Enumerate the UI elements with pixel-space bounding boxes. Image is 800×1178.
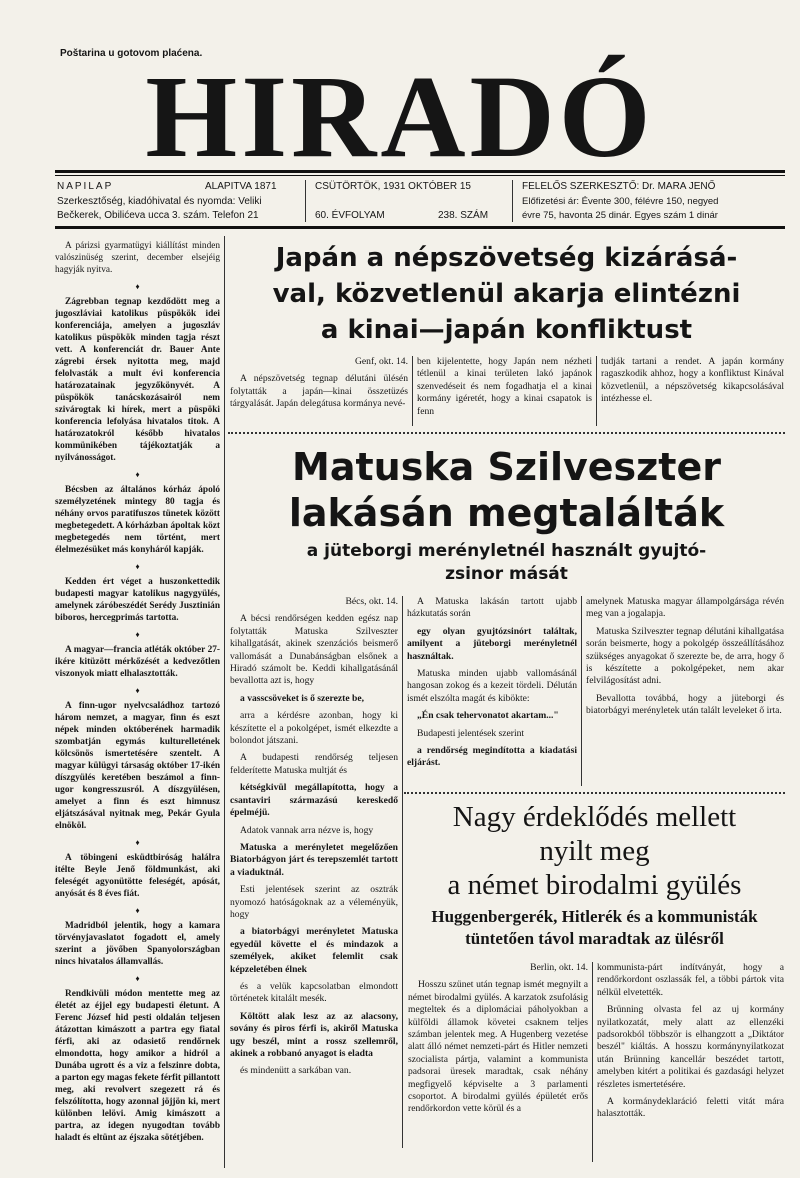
header-divider-1 bbox=[305, 180, 306, 222]
news-item: A töbingeni esküdtbiróság halálra itélte Beyle Jenő földmunkást, aki feleségét agyonütötte feleségét, apósát, anyósát és 8 éves fiát. bbox=[55, 853, 220, 899]
separator: ♦ bbox=[135, 282, 140, 291]
article2-text: Matuska Szilveszter tegnap délutáni kihallgatása során beismerte, hogy a pokolgép összeállításához szükséges anyagokat ő szerezte be, de arra, hogy ő is készítette a pokolgépeket, nem akar felvilágosítást adni. bbox=[586, 625, 784, 687]
postal-note: Poštarina u gotovom plaćena. bbox=[60, 48, 203, 59]
article1-col2 bbox=[417, 356, 592, 426]
article3-text: A kormánydeklaráció feletti vitát mára halasztották. bbox=[597, 1096, 784, 1120]
article1-text: tudják tartani a rendet. A japán kormány ragaszkodik ahhoz, hogy a konfliktust Kinával közvetlenül, a népszövetség kikapcsolásával intézhesse el. bbox=[601, 356, 784, 405]
header-issue: 238. SZÁM bbox=[438, 210, 489, 221]
article2-bottom-dots bbox=[404, 792, 785, 794]
news-item: Zágrebban tegnap kezdődött meg a jugoszláviai katolikus püspökök idei konferenciája, amelyen a jugoszláv katolikus püspökök minden tagja részt vett. A konferenciát dr. Bauer Ante zágrebi érsek nyitotta meg, majd felolvasták a mult évi konferencia határozatainak jegyzőkönyvét. A püspökök tanácskozásairól nem szivárogtak ki hírek, mert a püspöki konferencia lefolyása hivatalos titok. A határozatokról később hivatalos kommünikében tájékoztatják a nyilvánosságot. bbox=[55, 297, 220, 463]
header-bottom-rule bbox=[55, 226, 785, 229]
article3-text: Hosszu szünet után tegnap ismét megnyilt a német birodalmi gyülés. A karzatok zsufolásig megteltek és a diplomáciai páholyokban a külföldi államok követei csaknem teljes számban jelentek meg. A Hugenberg vezetése alatt álló német nemzeti-párt és Hitler nemzeti szocialista pártja, valamint a kommunista padsorai üresek maradtak, csak néhány megfigyelő képviselte a 3 parlamenti csoportot. A birodalmi gyülés épületét erős rendőrkordon vette körül és a bbox=[408, 979, 588, 1115]
separator: ♦ bbox=[135, 838, 140, 847]
article3-headline-line: nyilt meg bbox=[539, 835, 650, 867]
left-column-divider bbox=[224, 236, 225, 1168]
article2-text: arra a kérdésre azonban, hogy ki készítette el a pokolgépet, ismét elkezdte a bolondot játszani. bbox=[230, 710, 398, 747]
article2-text: amelynek Matuska magyar állampolgársága révén meg van a jogalapja. bbox=[586, 596, 784, 620]
article3-subheadline-line: Huggenbergerék, Hitlerék és a kommunisták bbox=[431, 907, 758, 926]
article3-text: kommunista-párt indítványát, hogy a rendőrkordont oszlassák fel, a többi pártok vita nélkül elvetették. bbox=[597, 962, 784, 998]
top-rule bbox=[55, 170, 785, 173]
article2-place: Bécs, okt. 14. bbox=[345, 596, 398, 607]
article1-text: ben kijelentette, hogy Japán nem nézheti tétlenül a kinai területen lakó japánok szenvedéseit és nem fogadhatja el a kinai kormány igéretét, hogy a kinai csapatok is fenn bbox=[417, 356, 592, 417]
article2-text: és mindenütt a sarkában van. bbox=[240, 1065, 352, 1077]
article3-col2 bbox=[597, 962, 784, 1162]
article2-emphasis: Költött alak lesz az az alacsony, sovány és piros férfi is, akiről Matuska ugy beszél, mint a rossz szellemről, akinek a robbanó anyagot is eladta bbox=[230, 1010, 398, 1059]
separator: ♦ bbox=[135, 630, 140, 639]
article3-headline-line: a német birodalmi gyülés bbox=[447, 869, 742, 901]
article1-headline-line: val, közvetlenül akarja elintézni bbox=[272, 279, 741, 309]
article2-subheadline bbox=[228, 540, 785, 586]
header-founded: ALAPITVA 1871 bbox=[205, 181, 277, 192]
separator: ♦ bbox=[135, 562, 140, 571]
article2-col1 bbox=[230, 596, 398, 1148]
article1-headline-line: a kinai—japán konfliktust bbox=[320, 315, 693, 345]
article2-text: Adatok vannak arra nézve is, hogy bbox=[240, 824, 374, 836]
article2-text: A bécsi rendőrségen kedden egész nap folytatták Matuska Szilveszter kihallgatását, akinek szenzációs beismerő vallomását a Dunabánságban elsőnek a Hiradó számolt be. Keddi kihallgatásánál bevallotta azt is, hogy bbox=[230, 613, 398, 687]
short-news-column bbox=[55, 240, 220, 1168]
article2-quote: „Én csak tehervonatot akartam..." bbox=[417, 710, 559, 722]
article3-text: Brünning olvasta fel az uj kormány nyilatkozatát, mely alatt az ellenzéki padsorokból többször is elhangzott a „Diktátor beszél" kiáltás. A hosszu kormánynyilatkozat után Brünning kancellár beszédet tartott, amelyben kitért a politikai és gazdasági helyzet részletes ismertetésére. bbox=[597, 1004, 784, 1090]
header-editor: FELELŐS SZERKESZTŐ: Dr. MARA JENŐ bbox=[522, 181, 716, 192]
news-item: Madridból jelentik, hogy a kamara törvényjavaslatot fogadott el, amely szerint a jövőben Spanyolországban nincs hivatalos államvallás. bbox=[55, 921, 220, 967]
article2-col3 bbox=[586, 596, 784, 786]
top-rule-thin bbox=[55, 175, 785, 176]
article1-headline-line: Japán a népszövetség kizárásá- bbox=[275, 243, 738, 273]
article2-text: és a velük kapcsolatban elmondott történetek kitalált mesék. bbox=[230, 980, 398, 1005]
article1-place: Genf, okt. 14. bbox=[354, 356, 408, 367]
header-subscription-1: Előfizetési ár: Évente 300, félévre 150, negyed bbox=[522, 196, 719, 207]
article1-headline bbox=[228, 240, 785, 348]
article2-divider-2 bbox=[581, 596, 582, 786]
article1-col1 bbox=[230, 356, 408, 426]
article1-text: A népszövetség tegnap délutáni ülésén folytatták a japán—kinai összetüzés tárgyalását. Japán delegátusa kormánya nevé- bbox=[230, 373, 408, 410]
separator: ♦ bbox=[135, 470, 140, 479]
article2-headline bbox=[228, 444, 785, 536]
article2-subheadline-line: zsinor mását bbox=[445, 564, 568, 584]
news-item: Bécsben az általános kórház ápoló személyzetének mintegy 80 tagja és néhány orvos paratifuszos tünetek között megbetegedett. A kórházban ápoltak közt megbetegedés nem történt, mert élelmezésüket más konyháról kapják. bbox=[55, 485, 220, 555]
masthead-title: HIRADÓ bbox=[145, 51, 655, 182]
article1-col3 bbox=[601, 356, 784, 426]
header-address-2: Bečkerek, Obilićeva ucca 3. szám. Telefon 21 bbox=[57, 210, 259, 221]
article2-emphasis: a rendőrség megindította a kiadatási eljárást. bbox=[407, 745, 577, 769]
header-date: CSÜTÖRTÖK, 1931 OKTÓBER 15 bbox=[315, 181, 471, 192]
article2-text: Esti jelentések szerint az osztrák nyomozó hatóságoknak az a véleményük, hogy bbox=[230, 884, 398, 920]
news-item: A párizsi gyarmatügyi kiállítást minden valószinüség szerint, december elsejéig hagyják nyitva. bbox=[55, 241, 220, 275]
header-subscription-2: évre 75, havonta 25 dinár. Egyes szám 1 dinár bbox=[522, 210, 718, 221]
article3-subheadline bbox=[404, 906, 785, 950]
article2-emphasis: Matuska a merényletet megelőzően Biatorbágyon járt és terepszemlét tartott a viaduktnál. bbox=[230, 841, 398, 878]
article3-place: Berlin, okt. 14. bbox=[530, 962, 588, 973]
article2-emphasis: a vasscsöveket is ő szerezte be, bbox=[240, 692, 364, 704]
article2-text: Matuska minden ujabb vallomásánál hangosan zokog és a kezeit tördeli. Délután ismét elszólta magát és kibökte: bbox=[407, 668, 577, 704]
header-address-1: Szerkesztőség, kiadóhivatal és nyomda: Veliki bbox=[57, 196, 262, 207]
article2-emphasis: egy olyan gyujtózsinórt találtak, amilyent a jüteborgi merényletnél használtak. bbox=[407, 625, 577, 662]
separator: ♦ bbox=[135, 686, 140, 695]
article2-headline-line: lakásán megtalálták bbox=[288, 491, 725, 535]
article1-bottom-dots bbox=[228, 432, 785, 434]
news-item: A finn-ugor nyelvcsaládhoz tartozó három nemzet, a magyar, finn és eszt népek minden októberének harmadik szombatján egymás kulturelletének kölcsönös ismertetésére szentelt. A magyar külügyi társaság október 17-ikén díszgyülés keretében beszámol a finn-ugor kongresszusról. A díszgyülésen, amelyet a finn és eszt himnusz eljátszásával nyitnak meg, Pekár Gyula elnököl. bbox=[55, 701, 220, 831]
separator: ♦ bbox=[135, 906, 140, 915]
article2-emphasis: kétségkivül megállapította, hogy a csantaviri származású kereskedő épelméjü. bbox=[230, 782, 398, 819]
news-item: A magyar—francia atléták október 27-ikére kitüzött mérkőzését a kedvezőtlen viszonyok miatt elhalasztották. bbox=[55, 645, 220, 679]
header-divider-2 bbox=[512, 180, 513, 222]
article2-text: Budapesti jelentések szerint bbox=[417, 727, 525, 739]
article2-text: A budapesti rendőrség teljesen felderítette Matuska multját és bbox=[230, 752, 398, 776]
article1-divider-2 bbox=[596, 356, 597, 426]
article3-divider bbox=[592, 962, 593, 1162]
news-item: Kedden ért véget a huszonkettedik budapesti magyar katolikus nagygyülés, amelynek záróbeszédét Serédy Jusztinián biboros, hercegprimás tartotta. bbox=[55, 577, 220, 623]
article2-col2 bbox=[407, 596, 577, 786]
news-item: Rendkivüli módon mentette meg az életét az éjjel egy budapesti életunt. A Ferenc József hid pesti oldalán teljesen átázottan kimászott a partra egy fiatal férfi, aki az odasiető rendőrnek elmondotta, hogy amikor a hidról a Dunába ugrott és a viz a felszinre dobta, a parton egy magas fekete férfit pillantott meg, aki revolvert szegezett rá és felszólította, hogy azonnal jöjjön ki, mert különben lelövi. Amig kimászott a partra, az idegen nyugodtan tovább haladt és eltünt az éjszaka sötétjében. bbox=[55, 989, 220, 1143]
header-volume: 60. ÉVFOLYAM bbox=[315, 210, 385, 221]
article3-col1 bbox=[408, 962, 588, 1162]
article2-emphasis: a biatorbágyi merényletet Matuska egyedül követte el és mindazok a személyek, akiket felemlit csak képzeletében élnek bbox=[230, 926, 398, 975]
article3-headline-line: Nagy érdeklődés mellett bbox=[452, 801, 737, 833]
article2-divider-1 bbox=[402, 596, 403, 1148]
article2-text: Bevallotta továbbá, hogy a jüteborgi és biatorbágyi merényletek után talált leveleket ő irta. bbox=[586, 692, 784, 717]
separator: ♦ bbox=[135, 974, 140, 983]
article3-subheadline-line: tüntetően távol maradtak az ülésről bbox=[465, 929, 724, 948]
article2-subheadline-line: a jüteborgi merényletnél használt gyujtó- bbox=[306, 541, 707, 561]
article1-divider-1 bbox=[412, 356, 413, 426]
article2-headline-line: Matuska Szilveszter bbox=[292, 445, 721, 489]
header-napilap: NAPILAP bbox=[57, 181, 114, 192]
article2-text: A Matuska lakásán tartott ujabb házkutatás során bbox=[407, 596, 577, 620]
article3-headline bbox=[404, 800, 785, 902]
